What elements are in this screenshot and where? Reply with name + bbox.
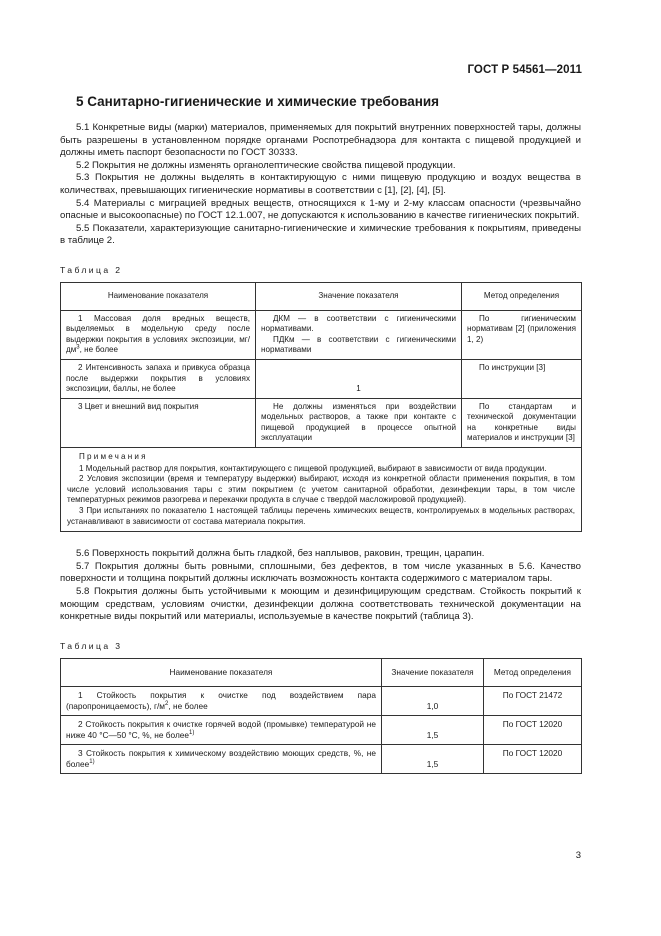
- paragraph-5-5: 5.5 Показатели, характеризующие санитарно-гигиенические и химические требования к покрытиям, приведены в таблице 2.: [60, 222, 581, 247]
- table-2-caption: Таблица 2: [60, 264, 123, 275]
- paragraph-5-6: 5.6 Поверхность покрытий должна быть гладкой, без наплывов, раковин, трещин, царапин.: [76, 548, 485, 560]
- table-cell: 1,0: [382, 686, 484, 715]
- table-cell: По ГОСТ 12020: [484, 744, 582, 773]
- table-header-row: [61, 658, 582, 686]
- table-notes: [61, 448, 582, 532]
- column-header: Наименование показателя: [61, 282, 256, 310]
- column-header: Метод определения: [462, 282, 582, 310]
- table-3-caption: Таблица 3: [60, 640, 123, 651]
- notes-title: Примечания: [79, 452, 148, 462]
- note-item: 3 При испытаниях по показателю 1 настоящей таблицы перечень химических веществ, контролируемых в модельных растворах, устанавливают в зависимости от состава материала покрытия.: [67, 506, 575, 526]
- table-cell: 1 Стойкость покрытия к очистке под воздействием пара (паропроницаемость), $г/м^2$, не более: [61, 686, 382, 715]
- paragraph-5-4: 5.4 Материалы с миграцией вредных веществ, относящихся к 1-му и 2-му классам опасности (чрезвычайно опасные и высокоопасные) по ГОСТ 12.1.007, не допускаются к использованию в качестве гигиенических покрытий.: [60, 197, 581, 222]
- table-cell: 1,5: [382, 744, 484, 773]
- table-cell: 2 Стойкость покрытия к очистке горячей водой (промывке) температурой не ниже 40 °C—50 °C, %, не более$^{1)}$: [61, 715, 382, 744]
- paragraph-5-7: 5.7 Покрытия должны быть ровными, сплошными, без дефектов, в том числе указанных в 5.6. Качество поверхности и толщина покрытий должны исключать возможность контакта содержимого с материалом тары.: [60, 560, 581, 585]
- table-cell: 1 Массовая доля вредных веществ, выделяемых в модельную среду после выдержки покрытия в условиях экспозиции, $мг/дм^3$, не более: [61, 310, 256, 359]
- note-item: 1 Модельный раствор для покрытия, контактирующего с пищевой продукцией, выбирают в зависимости от вида продукции.: [79, 463, 547, 473]
- paragraph-5-3: 5.3 Покрытия не должны выделять в контактирующую с ними пищевую продукцию и воздух вещества в количествах, превышающих гигиенические нормативы в соответствии с [1], [2], [4], [5].: [60, 172, 581, 196]
- table-row: [61, 310, 582, 359]
- table-cell: По ГОСТ 21472: [484, 686, 582, 715]
- page-number: 3: [575, 850, 581, 861]
- table-cell: 1,5: [382, 715, 484, 744]
- table-cell: По стандартам и технической документации на конкретные виды материалов и инструкции [3]: [462, 398, 582, 447]
- table-notes-row: [61, 448, 582, 532]
- table-cell: ДКМ — в соответствии с гигиеническими нормативами. ПДКм — в соответствии с гигиеническими нормативами: [256, 310, 462, 359]
- document-id: ГОСТ Р 54561—2011: [467, 64, 582, 76]
- table-cell: По инструкции [3]: [462, 359, 582, 398]
- table-row: [61, 715, 582, 744]
- table-cell: 3 Цвет и внешний вид покрытия: [61, 398, 256, 447]
- paragraph-5-1: 5.1 Конкретные виды (марки) материалов, применяемых для покрытий внутренних поверхностей тары, должны быть разрешены в установленном порядке органами Роспотребнадзора для контакта с пищевой продукцией и должны иметь паспорт безопасности по ГОСТ 30333.: [60, 122, 581, 159]
- table-cell: По ГОСТ 12020: [484, 715, 582, 744]
- section-title: 5 Санитарно-гигиенические и химические требования: [76, 94, 440, 109]
- table-cell: По гигиеническим нормативам [2] (приложения 1, 2): [462, 310, 582, 359]
- column-header: Метод определения: [484, 658, 582, 686]
- table-row: [61, 398, 582, 447]
- column-header: Наименование показателя: [61, 658, 382, 686]
- paragraph-5-8: 5.8 Покрытия должны быть устойчивыми к моющим и дезинфицирующим средствам. Стойкость покрытий к моющим средствам, условиям очистки, дезинфекции должна соответствовать технической документации на конкретные виды покрытий или материалы, используемые в качестве покрытий (таблица 3).: [60, 586, 581, 623]
- table-2: [60, 282, 582, 532]
- table-row: [61, 359, 582, 398]
- column-header: Значение показателя: [256, 282, 462, 310]
- table-cell: 1: [256, 359, 462, 398]
- table-cell: 3 Стойкость покрытия к химическому воздействию моющих средств, %, не более$^{1)}$: [61, 744, 382, 773]
- table-cell: 2 Интенсивность запаха и привкуса образца после выдержки покрытия в условиях экспозиции, баллы, не более: [61, 359, 256, 398]
- table-row: [61, 686, 582, 715]
- column-header: Значение показателя: [382, 658, 484, 686]
- table-row: [61, 744, 582, 773]
- note-item: 2 Условия экспозиции (время и температуру выдержки) выбирают, исходя из конкретной области применения покрытия, в том числе условий использования тары с этим покрытием (с учетом санитарной обработки, дезинфекции тары, в том числе температурных режимов разогрева и перекачки продукта в случае с твердой масложировой продукцией).: [67, 474, 575, 505]
- table-header-row: [61, 282, 582, 310]
- paragraph-5-2: 5.2 Покрытия не должны изменять органолептические свойства пищевой продукции.: [76, 159, 456, 171]
- table-3: [60, 658, 582, 774]
- table-cell: Не должны изменяться при воздействии модельных растворов, а также при контакте с пищевой продукцией в процессе опытной эксплуатации: [256, 398, 462, 447]
